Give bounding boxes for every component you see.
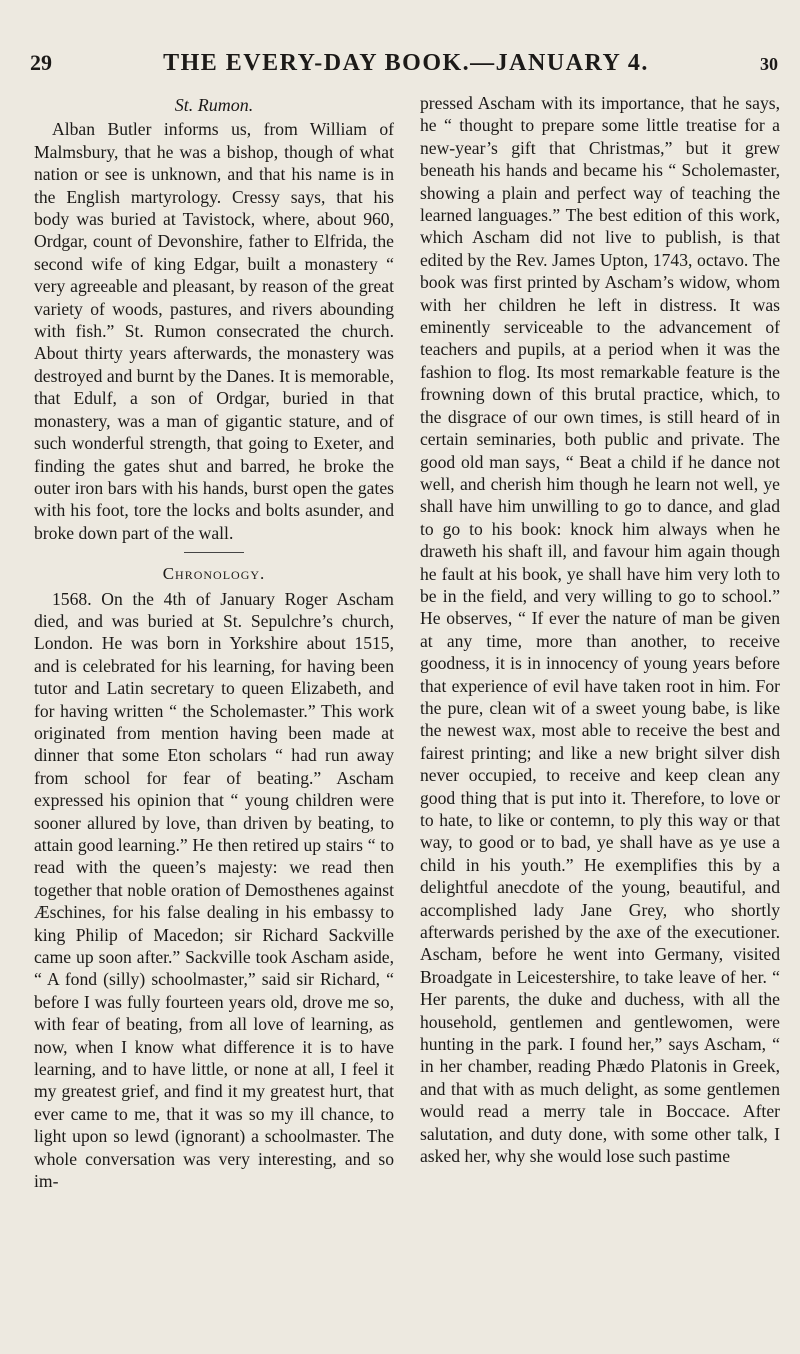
section-divider (184, 552, 244, 553)
page-header (30, 50, 778, 84)
st-rumon-paragraph: Alban Butler informs us, from William of Malmsbury, that he was a bishop, though of what nation or see is unknown, and that his name is in the English martyrology. Cressy says, that his body was buried at Tavistock, where, about 960, Ordgar, count of Devonshire, father to Elfrida, the second wife of king Edgar, built a monastery “ very agreeable and pleasant, by reason of the great variety of woods, pastures, and rivers abounding with fish.” St. Rumon consecrated the church. About thirty years afterwards, the monastery was destroyed and burnt by the Danes. It is memorable, that Edulf, a son of Ordgar, buried in that monastery, was a man of gigantic stature, and of such wonderful strength, that going to Exeter, and finding the gates shut and barred, he broke the outer iron bars with his hands, burst open the gates with his foot, tore the locks and bolts asunder, and broke down part of the wall. (34, 119, 394, 543)
ascham-continuation-paragraph: pressed Ascham with its importance, that he says, he “ thought to prepare some little treatise for a new-year’s gift that Christmas,” but it grew beneath his hands and became his “ Scholemaster, showing a plain and perfect way of teaching the learned languages.” The best edition of this work, which Ascham did not live to publish, is that edited by the Rev. James Upton, 1743, octavo. The book was first printed by Ascham’s widow, whom with her children he left in distress. It was eminently serviceable to the advancement of teachers and pupils, at a period when it was the fashion to flog. Its most remarkable feature is the frowning down of this brutal practice, which, to the disgrace of our own times, is still heard of in certain seminaries, both public and private. The good old man says, “ Beat a child if he dance not well, and cherish him though he learn not well, ye shall have him unwilling to go to dance, and glad to go to his book: knock him always when he draweth his shaft ill, and favour him again though he fault at his book, ye shall have him very loth to be in the field, and very willing to go to school.” He observes, “ If ever the nature of man be given at any time, more than another, to receive goodness, it is in innocency of young years before that experience of evil have taken root in him. For the pure, clean wit of a sweet young babe, is like the newest wax, most able to receive the best and fairest printing; and like a new bright silver dish never occupied, to receive and keep clean any good thing that is put into it. Therefore, to love or to hate, to like or contemn, to ply this way or that way, to good or to bad, ye shall have as ye use a child in his youth.” He exemplifies this by a delightful anecdote of the young, beautiful, and accomplished lady Jane Grey, who shortly afterwards perished by the axe of the executioner. Ascham, before he went into Germany, visited Broadgate in Leicestershire, to take leave of her. “ Her parents, the duke and duchess, with all the household, gentlemen and gentlewomen, were hunting in the park. I found her,” says Ascham, “ in her chamber, reading Phædo Platonis in Greek, and that with as much delight, as some gentlemen would read a merry tale in Boccace. After salutation, and duty done, with some other talk, I asked her, why she would lose such pastime (420, 93, 780, 1167)
text-columns (34, 92, 780, 1193)
section-title-chronology: Chronology. (162, 564, 266, 584)
right-column (420, 92, 780, 1193)
page-number: 29 (30, 50, 52, 75)
running-head: THE EVERY-DAY BOOK.—JANUARY 4. (163, 50, 649, 76)
left-column (34, 92, 394, 1193)
chronology-paragraph: 1568. On the 4th of January Roger Ascham died, and was buried at St. Sepulchre’s church, London. He was born in Yorkshire about 1515, and is celebrated for his learning, for having been tutor and Latin secretary to queen Elizabeth, and for having written “ the Scholemaster.” This work originated from mention having been made at dinner that some Eton scholars “ had run away from school for fear of beating.” Ascham expressed his opinion that “ young children were sooner allured by love, than driven by beating, to attain good learning.” He then retired up stairs “ to read with the queen’s majesty: we read then together that noble oration of Demosthenes against Æschines, for his false dealing in his embassy to king Philip of Macedon; sir Richard Sackville came up soon after.” Sackville took Ascham aside, “ A fond (silly) schoolmaster,” said sir Richard, “ before I was fully fourteen years old, drove me so, with fear of beating, from all love of learning, as now, when I know what difference it is to have learning, and to have little, or none at all, I feel it my greatest grief, and find it my greatest hurt, that ever came to me, that it was so my ill chance, to light upon so lewd (ignorant) a schoolmaster. The whole conversation was very interesting, and so im- (34, 588, 394, 1192)
header-right-mark: 30 (760, 54, 778, 74)
section-title-st-rumon: St. Rumon. (174, 95, 254, 115)
